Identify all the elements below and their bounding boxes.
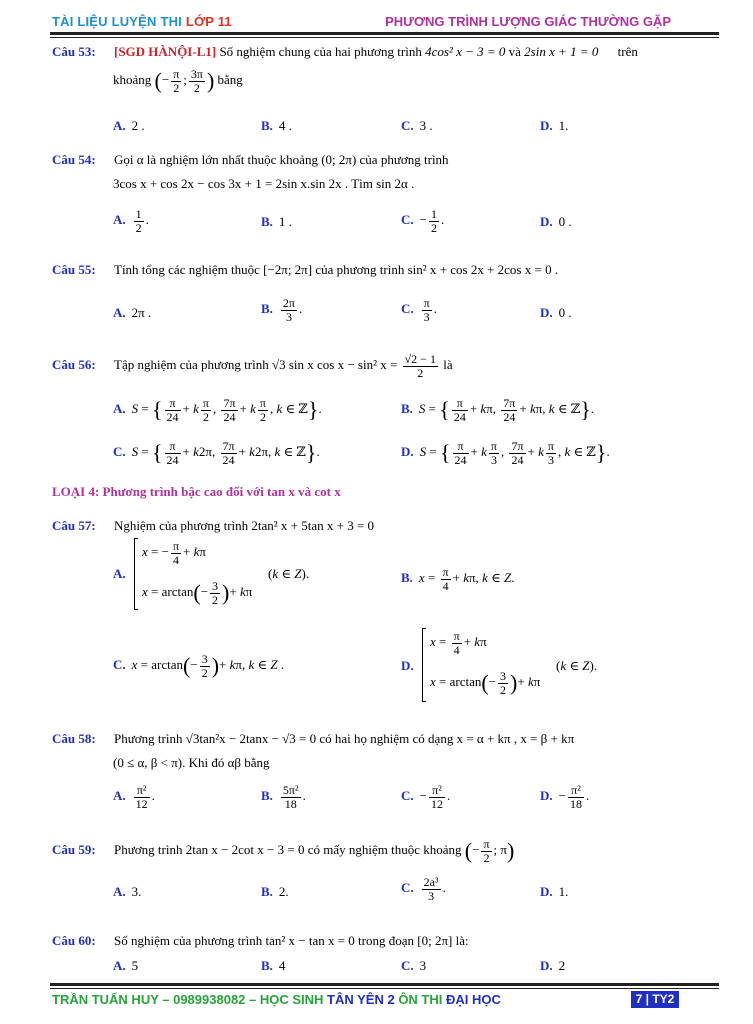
header-rule bbox=[50, 32, 719, 35]
question-53-line2: khoảng (− $\frac{\pi}{2}$ ; $\frac{3\pi}{2}$ ) bằng bbox=[113, 67, 243, 95]
option-a[interactable]: A. 3. bbox=[113, 884, 142, 899]
option-d[interactable]: D. 1. bbox=[540, 118, 569, 133]
option-c[interactable]: C. S = { $\frac{\pi}{24}$ + k2π, $\frac{7\pi}{24}$ + k2π, k ∈ ℤ}. bbox=[113, 439, 320, 467]
page-number: 7 | TY2 bbox=[631, 991, 679, 1008]
option-a[interactable]: A. 2 . bbox=[113, 118, 145, 133]
question-60: Câu 60: Số nghiệm của phương trình tan² x − tan x = 0 trong đoạn [0; 2π] là: bbox=[52, 933, 469, 948]
option-d[interactable]: D. S = { $\frac{\pi}{24}$ + k $\frac{\pi}{3}$ , $\frac{7\pi}{24}$ + k $\frac{\pi}{3}$ , k ∈ ℤ}. bbox=[401, 439, 610, 467]
option-b[interactable]: B. x = $\frac{\pi}{4}$ + kπ, k ∈ Z. bbox=[401, 565, 515, 593]
option-d-system bbox=[422, 628, 423, 702]
option-c[interactable]: C. − $\frac{\text{π²}}{12}$ . bbox=[401, 783, 451, 811]
option-a[interactable]: A. $\frac{1}{2}$ . bbox=[113, 207, 149, 235]
header-topic: PHƯƠNG TRÌNH LƯỢNG GIÁC THƯỜNG GẶP bbox=[385, 14, 671, 29]
option-a[interactable]: A. 2π . bbox=[113, 305, 152, 320]
header-title: TÀI LIỆU LUYỆN THI LỚP 11 bbox=[52, 14, 232, 29]
option-c[interactable]: C. 3 . bbox=[401, 118, 433, 133]
question-55: Câu 55: Tính tổng các nghiệm thuộc [−2π; 2π] của phương trình sin² x + cos 2x + 2cos x = 0 . bbox=[52, 262, 559, 277]
question-59: Câu 59: Phương trình 2tan x − 2cot x − 3 = 0 có mấy nghiệm thuộc khoảng (− $\frac{\pi}{2}$ ; π) bbox=[52, 837, 515, 865]
question-56: Câu 56: Tập nghiệm của phương trình √3 sin x cos x − sin² x = $\frac{√2 - 1}{2}$ là bbox=[52, 352, 453, 380]
footer-rule-thin bbox=[50, 988, 719, 989]
question-58-line2: (0 ≤ α, β < π). Khi đó αβ bằng bbox=[113, 755, 270, 770]
question-53: Câu 53: [SGD HÀNỘI-L1] Số nghiệm chung của hai phương trình 4cos² x − 3 = 0 và 2sin x + 1 = 0 trên bbox=[52, 44, 638, 59]
option-d[interactable]: D. 0 . bbox=[540, 305, 572, 320]
option-b[interactable]: B. $\frac{2\pi}{3}$ . bbox=[261, 296, 303, 324]
document-page: TÀI LIỆU LUYỆN THI LỚP 11 PHƯƠNG TRÌNH LƯỢNG GIÁC THƯỜNG GẶP Câu 53: [SGD HÀNỘI-L1] Số nghiệm chung của hai phương trình 4cos² x − 3 = 0 và 2sin x + 1 = 0 trên khoảng (− $\frac{\pi}{2}$ ; $\frac{3\pi}{2}$ ) bằng A. 2 . B. 4 . C. 3 . D. 1. Câu 54: Gọi α là nghiệm lớn nhất thuộc khoảng (0; 2π) của phương trình 3cos x + cos 2x − cos 3x + 1 = 2sin x.sin 2x . Tìm sin 2α . A. $\frac{1}{2}$ . B. 1 . C. − $\frac{1}{2}$ . D. 0 . Câu 55: Tính tổng các nghiệm thuộc [−2π; 2π] của phương trình sin² x + cos 2x + 2cos x = 0 . A. 2π . B. $\frac{2\pi}{3}$ . C. $\frac{\pi}{3}$ . D. 0 . Câu 56: Tập nghiệm của phương trình √3 sin x cos x − sin² x = $\frac{√2 - 1}{2}$ là A. S = { $\frac{\pi}{24}$ + k $\frac{\pi}{2}$ , $\frac{7\pi}{24}$ + k $\frac{\pi}{2}$ , k ∈ ℤ}. B. S = { $\frac{\pi}{24}$ + kπ, $\frac{7\pi}{24}$ + kπ, k ∈ ℤ}. C. S = { $\frac{\pi}{24}$ + k2π, $\frac{7\pi}{24}$ + k2π, k ∈ ℤ}. D. S = { $\frac{\pi}{24}$ + k $\frac{\pi}{3}$ , $\frac{7\pi}{24}$ + k $\frac{\pi}{3}$ , k ∈ ℤ}. LOẠI 4: Phương trình bậc cao đối với tan x và cot x Câu 57: Nghiệm của phương trình 2tan² x + 5tan x + 3 = 0 A. x = − $\frac{\pi}{4}$ + kπ x = arctan(− $\frac{3}{2}$ )+ kπ (k ∈ Z). B. x = $\frac{\pi}{4}$ + kπ, k ∈ Z. C. x = arctan(− $\frac{3}{2}$ )+ kπ, k ∈ Z . D. x = $\frac{\pi}{4}$ + kπ x = arctan(− $\frac{3}{2}$ )+ kπ (k ∈ Z). Câu 58: Phương trình √3tan²x − 2tanx − √3 = 0 có hai họ nghiệm có dạng x = α + kπ , x = β + kπ (0 ≤ α, β < π). Khi đó αβ bằng A. $\frac{\text{π²}}{12}$ . B. $\frac{\text{5π²}}{18}$ . C. − $\frac{\text{π²}}{12}$ . D. − $\frac{\text{π²}}{18}$ . Câu 59: Phương trình 2tan x − 2cot x − 3 = 0 có mấy nghiệm thuộc khoảng (− $\frac{\pi}{2}$ ; π) A. 3. B. 2. C. $\frac{\text{2a³}}{3}$ . D. 1. Câu 60: Số nghiệm của phương trình tan² x − tan x = 0 trong đoạn [0; 2π] là: A. 5 B. 4 C. 3 D. 2 TRẦN TUẤN HUY – 0989938082 – HỌC SINH TÂN YÊN 2 ÔN THI ĐẠI HỌC 7 | TY2 bbox=[0, 0, 753, 1024]
option-c[interactable]: C. 3 bbox=[401, 958, 427, 973]
option-a[interactable]: A. bbox=[113, 566, 126, 581]
option-d[interactable]: D. 1. bbox=[540, 884, 569, 899]
option-a[interactable]: A. $\frac{\text{π²}}{12}$ . bbox=[113, 783, 155, 811]
footer-text: TRẦN TUẤN HUY – 0989938082 – HỌC SINH TÂN YÊN 2 ÔN THI ĐẠI HỌC bbox=[52, 992, 501, 1007]
question-54: Câu 54: Gọi α là nghiệm lớn nhất thuộc khoảng (0; 2π) của phương trình bbox=[52, 152, 449, 167]
option-d[interactable]: D. 2 bbox=[540, 958, 566, 973]
option-b[interactable]: B. $\frac{\text{5π²}}{18}$ . bbox=[261, 783, 306, 811]
option-c[interactable]: C. − $\frac{1}{2}$ . bbox=[401, 207, 445, 235]
header-rule-thin bbox=[50, 37, 719, 38]
question-number: Câu 53: bbox=[52, 44, 96, 59]
option-b[interactable]: B. 4 bbox=[261, 958, 286, 973]
option-d[interactable]: D. − $\frac{\text{π²}}{18}$ . bbox=[540, 783, 590, 811]
option-d[interactable]: D. 0 . bbox=[540, 214, 572, 229]
option-c[interactable]: C. $\frac{\text{2a³}}{3}$ . bbox=[401, 875, 446, 903]
option-b[interactable]: B. S = { $\frac{\pi}{24}$ + kπ, $\frac{7\pi}{24}$ + kπ, k ∈ ℤ}. bbox=[401, 396, 595, 424]
footer-rule bbox=[50, 983, 719, 986]
option-d[interactable]: D. bbox=[401, 658, 414, 673]
question-54-line2: 3cos x + cos 2x − cos 3x + 1 = 2sin x.sin 2x . Tìm sin 2α . bbox=[113, 176, 415, 191]
option-b[interactable]: B. 1 . bbox=[261, 214, 292, 229]
option-a[interactable]: A. 5 bbox=[113, 958, 139, 973]
section-heading: LOẠI 4: Phương trình bậc cao đối với tan x và cot x bbox=[52, 484, 341, 499]
option-b[interactable]: B. 4 . bbox=[261, 118, 292, 133]
option-b[interactable]: B. 2. bbox=[261, 884, 289, 899]
option-c[interactable]: C. $\frac{\pi}{3}$ . bbox=[401, 296, 437, 324]
question-58: Câu 58: Phương trình √3tan²x − 2tanx − √3 = 0 có hai họ nghiệm có dạng x = α + kπ , x = β + kπ bbox=[52, 731, 575, 746]
option-c[interactable]: C. x = arctan(− $\frac{3}{2}$ )+ kπ, k ∈ Z . bbox=[113, 652, 285, 680]
option-a[interactable]: A. S = { $\frac{\pi}{24}$ + k $\frac{\pi}{2}$ , $\frac{7\pi}{24}$ + k $\frac{\pi}{2}$ , k ∈ ℤ}. bbox=[113, 396, 322, 424]
option-a-system bbox=[134, 538, 135, 610]
question-57: Câu 57: Nghiệm của phương trình 2tan² x + 5tan x + 3 = 0 bbox=[52, 518, 375, 533]
